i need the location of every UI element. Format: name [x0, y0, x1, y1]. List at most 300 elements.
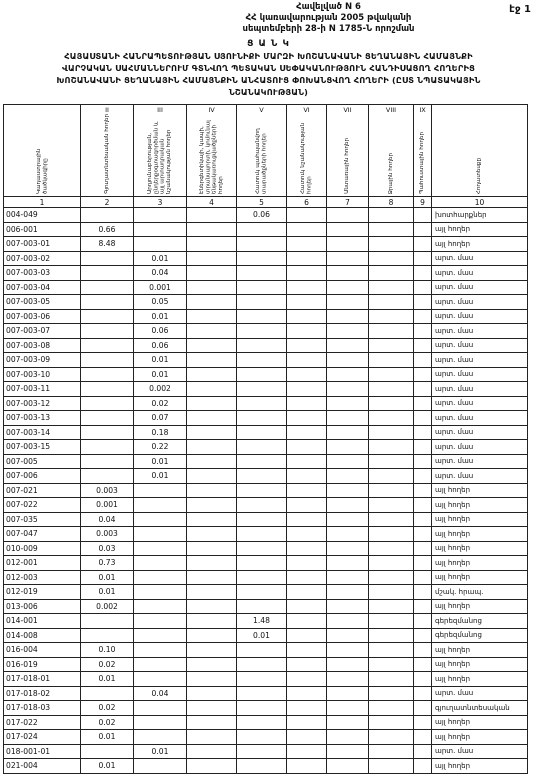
agricultural-cell: 0.002 — [81, 599, 134, 614]
water-cell — [369, 324, 414, 339]
column-header-text: Պահուստային հողեր — [419, 131, 426, 194]
water-cell — [369, 744, 414, 759]
column-header — [81, 114, 134, 197]
energy-cell — [187, 454, 237, 469]
forest-cell — [327, 367, 369, 382]
industrial-cell: 0.001 — [134, 280, 187, 295]
cadastral-code-cell: 007-003-04 — [4, 280, 81, 295]
energy-cell — [187, 309, 237, 324]
column-number: 1 — [4, 197, 81, 208]
water-cell — [369, 237, 414, 252]
cadastral-code-cell: 017-018-03 — [4, 701, 81, 716]
industrial-cell — [134, 483, 187, 498]
cadastral-code-cell: 007-003-09 — [4, 353, 81, 368]
cadastral-code-cell: 007-003-11 — [4, 382, 81, 397]
agricultural-cell — [81, 309, 134, 324]
table-row — [4, 628, 528, 643]
water-cell — [369, 353, 414, 368]
energy-cell — [187, 425, 237, 440]
forest-cell — [327, 208, 369, 223]
table-row — [4, 672, 528, 687]
special-cell — [287, 672, 327, 687]
column-header-text: Արդյունաբերության, ընդերքօգտագործման և այլ արտադրական նշանակության հողեր — [147, 121, 173, 194]
energy-cell — [187, 382, 237, 397]
water-cell — [369, 715, 414, 730]
industrial-cell — [134, 657, 187, 672]
land-type-cell: արտ. մաս — [432, 411, 528, 426]
cadastral-code-cell: 007-003-10 — [4, 367, 81, 382]
land-type-cell: գյուղատնտեսական — [432, 701, 528, 716]
reserve-cell — [414, 411, 432, 426]
special-cell — [287, 657, 327, 672]
roman-numeral: VIII — [369, 105, 414, 115]
cadastral-code-cell: 007-021 — [4, 483, 81, 498]
column-header-text: Ջրային հողեր — [387, 152, 394, 194]
column-header — [287, 114, 327, 197]
roman-numeral — [432, 105, 528, 115]
table-row — [4, 425, 528, 440]
forest-cell — [327, 237, 369, 252]
table-row — [4, 643, 528, 658]
industrial-cell: 0.01 — [134, 454, 187, 469]
reserve-cell — [414, 295, 432, 310]
agricultural-cell — [81, 454, 134, 469]
energy-cell — [187, 411, 237, 426]
energy-cell — [187, 744, 237, 759]
column-number: 4 — [187, 197, 237, 208]
forest-cell — [327, 715, 369, 730]
forest-cell — [327, 701, 369, 716]
special-cell — [287, 541, 327, 556]
special-cell — [287, 396, 327, 411]
agricultural-cell: 0.04 — [81, 512, 134, 527]
cadastral-code-cell: 004-049 — [4, 208, 81, 223]
reserve-cell — [414, 440, 432, 455]
column-number: 9 — [414, 197, 432, 208]
industrial-cell — [134, 672, 187, 687]
cadastral-code-cell: 007-006 — [4, 469, 81, 484]
table-row — [4, 614, 528, 629]
table-row — [4, 411, 528, 426]
energy-cell — [187, 686, 237, 701]
table-row — [4, 266, 528, 281]
water-cell — [369, 672, 414, 687]
protected-cell — [237, 396, 287, 411]
land-table — [3, 104, 528, 774]
protected-cell — [237, 672, 287, 687]
water-cell — [369, 266, 414, 281]
industrial-cell — [134, 730, 187, 745]
roman-numeral: III — [134, 105, 187, 115]
roman-numeral: VII — [327, 105, 369, 115]
column-header-text: Հատուկ նշանակության հողեր — [300, 122, 313, 194]
protected-cell — [237, 237, 287, 252]
page-number: էջ 1 — [509, 4, 531, 15]
protected-cell — [237, 454, 287, 469]
table-row — [4, 367, 528, 382]
forest-cell — [327, 527, 369, 542]
table-row — [4, 454, 528, 469]
forest-cell — [327, 730, 369, 745]
special-cell — [287, 454, 327, 469]
land-type-cell: այլ հողեր — [432, 541, 528, 556]
cadastral-code-cell: 007-003-03 — [4, 266, 81, 281]
title-line: ՀԱՅԱՍՏԱՆԻ ՀԱՆՐԱՊԵՏՈՒԹՅԱՆ ՍՅՈՒՆԻՔԻ ՄԱՐԶԻ ԽՈՇԱՆԱՎԱՆԻ ՑԵՂԱՆԱՅԻՆ ՀԱՄԱՅՆՔԻ — [64, 51, 473, 61]
industrial-cell — [134, 527, 187, 542]
special-cell — [287, 309, 327, 324]
forest-cell — [327, 396, 369, 411]
cadastral-code-cell: 012-001 — [4, 556, 81, 571]
land-type-cell: այլ հողեր — [432, 483, 528, 498]
cadastral-code-cell: 007-003-01 — [4, 237, 81, 252]
agricultural-cell — [81, 208, 134, 223]
reserve-cell — [414, 686, 432, 701]
column-header-text: Կադաստրային ծածկագիրը — [35, 148, 48, 194]
forest-cell — [327, 512, 369, 527]
protected-cell — [237, 425, 287, 440]
land-type-cell: արտ. մաս — [432, 280, 528, 295]
special-cell — [287, 222, 327, 237]
agricultural-cell — [81, 614, 134, 629]
energy-cell — [187, 469, 237, 484]
industrial-cell: 0.01 — [134, 309, 187, 324]
energy-cell — [187, 367, 237, 382]
reserve-cell — [414, 512, 432, 527]
industrial-cell — [134, 643, 187, 658]
water-cell — [369, 382, 414, 397]
roman-numeral: IX — [414, 105, 432, 115]
agricultural-cell: 0.01 — [81, 585, 134, 600]
reserve-cell — [414, 280, 432, 295]
industrial-cell: 0.04 — [134, 686, 187, 701]
forest-cell — [327, 643, 369, 658]
reserve-cell — [414, 643, 432, 658]
agricultural-cell: 0.003 — [81, 483, 134, 498]
energy-cell — [187, 715, 237, 730]
table-row — [4, 295, 528, 310]
reserve-cell — [414, 353, 432, 368]
cadastral-code-cell: 007-003-13 — [4, 411, 81, 426]
agricultural-cell: 0.73 — [81, 556, 134, 571]
water-cell — [369, 556, 414, 571]
roman-numeral: IV — [187, 105, 237, 115]
cadastral-code-cell: 021-004 — [4, 759, 81, 774]
forest-cell — [327, 353, 369, 368]
energy-cell — [187, 483, 237, 498]
water-cell — [369, 367, 414, 382]
table-row — [4, 382, 528, 397]
land-type-cell: արտ. մաս — [432, 686, 528, 701]
table-row — [4, 440, 528, 455]
special-cell — [287, 280, 327, 295]
annex-header — [0, 2, 537, 35]
agricultural-cell: 0.10 — [81, 643, 134, 658]
table-body — [4, 208, 528, 774]
industrial-cell — [134, 556, 187, 571]
water-cell — [369, 440, 414, 455]
land-type-cell: այլ հողեր — [432, 237, 528, 252]
industrial-cell: 0.01 — [134, 251, 187, 266]
column-header — [432, 114, 528, 197]
protected-cell — [237, 657, 287, 672]
water-cell — [369, 599, 414, 614]
forest-cell — [327, 266, 369, 281]
title-heading: Ց Ա Ն Կ — [247, 39, 290, 49]
forest-cell — [327, 382, 369, 397]
column-header — [237, 114, 287, 197]
special-cell — [287, 324, 327, 339]
table-row — [4, 208, 528, 223]
industrial-cell: 0.02 — [134, 396, 187, 411]
water-cell — [369, 541, 414, 556]
industrial-cell — [134, 585, 187, 600]
table-row — [4, 527, 528, 542]
protected-cell — [237, 686, 287, 701]
water-cell — [369, 701, 414, 716]
forest-cell — [327, 222, 369, 237]
industrial-cell: 0.01 — [134, 367, 187, 382]
table-row — [4, 280, 528, 295]
cadastral-code-cell: 007-022 — [4, 498, 81, 513]
column-number-row — [4, 197, 528, 208]
energy-cell — [187, 338, 237, 353]
special-cell — [287, 425, 327, 440]
land-type-cell: այլ հողեր — [432, 657, 528, 672]
industrial-cell — [134, 208, 187, 223]
land-type-cell: արտ. մաս — [432, 251, 528, 266]
cadastral-code-cell: 016-019 — [4, 657, 81, 672]
reserve-cell — [414, 367, 432, 382]
land-type-cell: արտ. մաս — [432, 382, 528, 397]
agricultural-cell: 8.48 — [81, 237, 134, 252]
industrial-cell: 0.22 — [134, 440, 187, 455]
land-type-cell: այլ հողեր — [432, 222, 528, 237]
reserve-cell — [414, 614, 432, 629]
table-row — [4, 599, 528, 614]
land-type-cell: արտ. մաս — [432, 295, 528, 310]
agricultural-cell — [81, 338, 134, 353]
energy-cell — [187, 614, 237, 629]
cadastral-code-cell: 013-006 — [4, 599, 81, 614]
table-row — [4, 309, 528, 324]
protected-cell — [237, 556, 287, 571]
table-row — [4, 237, 528, 252]
forest-cell — [327, 614, 369, 629]
energy-cell — [187, 585, 237, 600]
water-cell — [369, 222, 414, 237]
protected-cell — [237, 411, 287, 426]
agricultural-cell: 0.02 — [81, 715, 134, 730]
reserve-cell — [414, 744, 432, 759]
forest-cell — [327, 599, 369, 614]
industrial-cell — [134, 512, 187, 527]
protected-cell — [237, 498, 287, 513]
cadastral-code-cell: 017-018-01 — [4, 672, 81, 687]
water-cell — [369, 628, 414, 643]
agricultural-cell — [81, 251, 134, 266]
energy-cell — [187, 324, 237, 339]
water-cell — [369, 469, 414, 484]
land-type-cell: այլ հողեր — [432, 512, 528, 527]
water-cell — [369, 425, 414, 440]
industrial-cell — [134, 614, 187, 629]
energy-cell — [187, 599, 237, 614]
protected-cell: 1.48 — [237, 614, 287, 629]
cadastral-code-cell: 012-019 — [4, 585, 81, 600]
cadastral-code-cell: 006-001 — [4, 222, 81, 237]
industrial-cell — [134, 222, 187, 237]
protected-cell — [237, 440, 287, 455]
table-row — [4, 222, 528, 237]
water-cell — [369, 251, 414, 266]
special-cell — [287, 715, 327, 730]
cadastral-code-cell: 007-003-06 — [4, 309, 81, 324]
reserve-cell — [414, 324, 432, 339]
reserve-cell — [414, 396, 432, 411]
energy-cell — [187, 208, 237, 223]
land-type-cell: այլ հողեր — [432, 556, 528, 571]
special-cell — [287, 483, 327, 498]
energy-cell — [187, 237, 237, 252]
special-cell — [287, 295, 327, 310]
table-row — [4, 483, 528, 498]
annex-line: ՀՀ կառավարության 2005 թվականի — [245, 13, 412, 23]
protected-cell — [237, 599, 287, 614]
protected-cell — [237, 251, 287, 266]
industrial-cell: 0.18 — [134, 425, 187, 440]
table-row — [4, 396, 528, 411]
column-header-text: Անտառային հողեր — [344, 138, 351, 194]
table-row — [4, 556, 528, 571]
protected-cell — [237, 512, 287, 527]
land-type-cell: այլ հողեր — [432, 759, 528, 774]
water-cell — [369, 585, 414, 600]
protected-cell — [237, 570, 287, 585]
land-type-cell: արտ. մաս — [432, 266, 528, 281]
industrial-cell: 0.07 — [134, 411, 187, 426]
protected-cell — [237, 280, 287, 295]
special-cell — [287, 585, 327, 600]
land-type-cell: այլ հողեր — [432, 599, 528, 614]
annex-line: Հավելված N 6 — [296, 2, 361, 12]
forest-cell — [327, 744, 369, 759]
column-header — [134, 114, 187, 197]
table-row — [4, 251, 528, 266]
agricultural-cell — [81, 266, 134, 281]
reserve-cell — [414, 628, 432, 643]
agricultural-cell: 0.02 — [81, 657, 134, 672]
table-row — [4, 730, 528, 745]
water-cell — [369, 208, 414, 223]
column-number: 6 — [287, 197, 327, 208]
water-cell — [369, 411, 414, 426]
land-type-cell: արտ. մաս — [432, 744, 528, 759]
forest-cell — [327, 309, 369, 324]
agricultural-cell: 0.01 — [81, 672, 134, 687]
land-type-cell: արտ. մաս — [432, 353, 528, 368]
special-cell — [287, 686, 327, 701]
column-header — [187, 114, 237, 197]
agricultural-cell — [81, 324, 134, 339]
cadastral-code-cell: 014-008 — [4, 628, 81, 643]
table-row — [4, 512, 528, 527]
table-row — [4, 498, 528, 513]
protected-cell — [237, 715, 287, 730]
special-cell — [287, 208, 327, 223]
forest-cell — [327, 440, 369, 455]
table-row — [4, 585, 528, 600]
cadastral-code-cell: 007-003-14 — [4, 425, 81, 440]
forest-cell — [327, 541, 369, 556]
industrial-cell: 0.06 — [134, 324, 187, 339]
water-cell — [369, 454, 414, 469]
cadastral-code-cell: 017-018-02 — [4, 686, 81, 701]
cadastral-code-cell: 007-003-07 — [4, 324, 81, 339]
agricultural-cell — [81, 425, 134, 440]
industrial-cell: 0.01 — [134, 744, 187, 759]
energy-cell — [187, 440, 237, 455]
land-type-cell: արտ. մաս — [432, 367, 528, 382]
energy-cell — [187, 353, 237, 368]
energy-cell — [187, 222, 237, 237]
reserve-cell — [414, 382, 432, 397]
forest-cell — [327, 498, 369, 513]
protected-cell — [237, 744, 287, 759]
special-cell — [287, 527, 327, 542]
water-cell — [369, 338, 414, 353]
column-header — [4, 114, 81, 197]
cadastral-code-cell: 016-004 — [4, 643, 81, 658]
reserve-cell — [414, 251, 432, 266]
special-cell — [287, 266, 327, 281]
reserve-cell — [414, 266, 432, 281]
land-type-cell: արտ. մաս — [432, 338, 528, 353]
roman-numeral: II — [81, 105, 134, 115]
column-number: 7 — [327, 197, 369, 208]
energy-cell — [187, 570, 237, 585]
reserve-cell — [414, 701, 432, 716]
agricultural-cell: 0.02 — [81, 701, 134, 716]
forest-cell — [327, 672, 369, 687]
protected-cell — [237, 324, 287, 339]
special-cell — [287, 701, 327, 716]
forest-cell — [327, 324, 369, 339]
water-cell — [369, 527, 414, 542]
reserve-cell — [414, 309, 432, 324]
protected-cell — [237, 541, 287, 556]
protected-cell — [237, 730, 287, 745]
forest-cell — [327, 657, 369, 672]
water-cell — [369, 570, 414, 585]
forest-cell — [327, 411, 369, 426]
industrial-cell: 0.06 — [134, 338, 187, 353]
reserve-cell — [414, 672, 432, 687]
land-type-cell: այլ հողեր — [432, 570, 528, 585]
industrial-cell: 0.04 — [134, 266, 187, 281]
reserve-cell — [414, 454, 432, 469]
energy-cell — [187, 730, 237, 745]
industrial-cell: 0.01 — [134, 353, 187, 368]
cadastral-code-cell: 007-035 — [4, 512, 81, 527]
agricultural-cell — [81, 628, 134, 643]
industrial-cell — [134, 599, 187, 614]
protected-cell — [237, 585, 287, 600]
protected-cell — [237, 222, 287, 237]
protected-cell — [237, 295, 287, 310]
column-header-text: Հատուկ պահպանվող տարածքների հողեր — [255, 128, 268, 194]
special-cell — [287, 498, 327, 513]
protected-cell — [237, 266, 287, 281]
